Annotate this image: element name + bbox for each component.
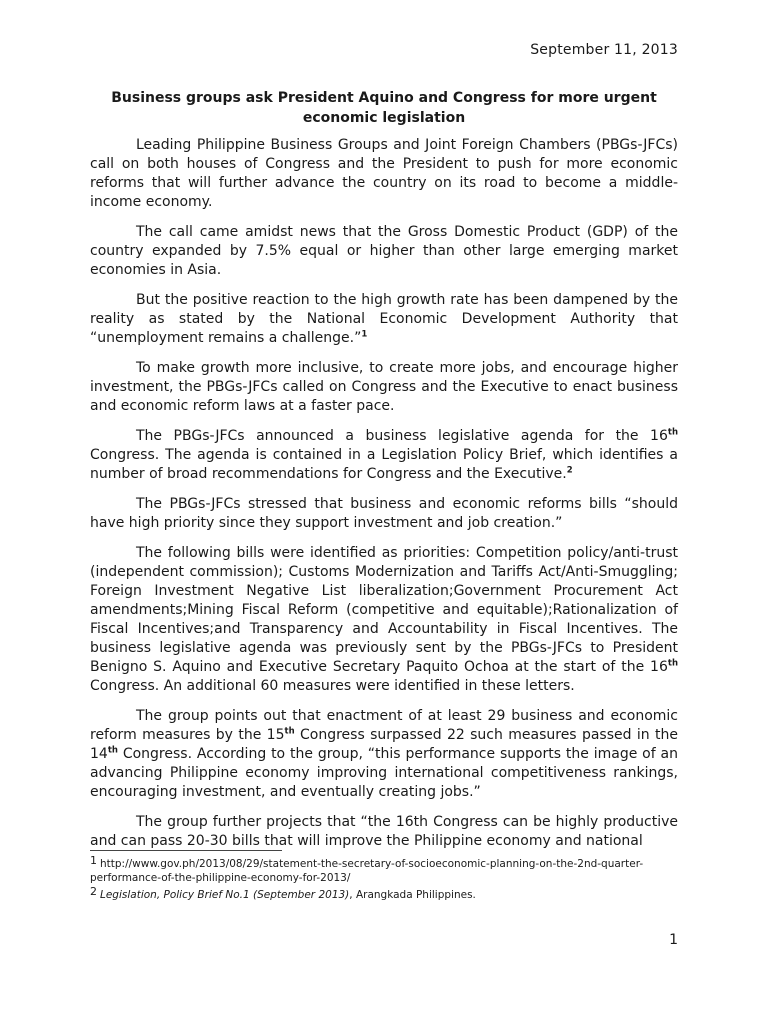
paragraph-3-text: But the positive reaction to the high growth rate has been dampened by the reality as stated by the National Economic Development Authority that “unemployment remains a challenge.”: [90, 292, 678, 346]
document-body: [90, 136, 678, 862]
footnote-ref-1[interactable]: 1: [361, 329, 368, 340]
paragraph-8-text-b: Congress surpassed 22 such measures passed in the 14: [90, 727, 678, 762]
footnote-1: [90, 854, 678, 885]
paragraph-9: The group further projects that “the 16th Congress can be highly productive and can pass 20-30 bills that will improve the Philippine economy and national: [90, 814, 678, 849]
document-title: Business groups ask President Aquino and Congress for more urgent economic legislation: [111, 90, 657, 126]
paragraph-6: The PBGs-JFCs stressed that business and economic reforms bills “should have high priority since they support investment and job creation.”: [90, 496, 678, 531]
document-date: September 11, 2013: [530, 42, 678, 58]
footnote-1-link[interactable]: http://www.gov.ph/2013/08/29/statement-the-secretary-of-socioeconomic-planning-on-the-2nd-quarter-performance-of-the-philippine-economy-for-2013/: [90, 858, 644, 884]
paragraph-4: To make growth more inclusive, to create more jobs, and encourage higher investment, the PBGs-JFCs called on Congress and the Executive to enact business and economic reform laws at a faster pace.: [90, 360, 678, 414]
ordinal-suffix: th: [284, 726, 295, 737]
page-number: 1: [669, 932, 678, 948]
footnotes: [90, 854, 678, 902]
paragraph-3: [90, 291, 678, 348]
footnote-ref-2[interactable]: 2: [566, 465, 573, 476]
paragraph-7: [90, 544, 678, 696]
paragraph-5-text-a: The PBGs-JFCs announced a business legislative agenda for the 16: [136, 428, 668, 444]
ordinal-suffix: th: [667, 658, 678, 669]
footnote-2-source: , Arangkada Philippines.: [349, 889, 476, 901]
paragraph-1: Leading Philippine Business Groups and Joint Foreign Chambers (PBGs-JFCs) call on both houses of Congress and the President to push for more economic reforms that will further advance the country on its road to become a middle-income economy.: [90, 137, 678, 210]
paragraph-5: [90, 427, 678, 484]
footnote-separator: [90, 850, 282, 851]
paragraph-7-text-a: The following bills were identified as priorities: Competition policy/anti-trust (independent commission); Customs Modernization and Tariffs Act/Anti-Smuggling; Foreign Investment Negative List liberalization;Government Procurement Act amendments;Mining Fiscal Reform (competitive and equitable);Rationalization of Fiscal Incentives;and Transparency and Accountability in Fiscal Incentives. The business legislative agenda was previously sent by the PBGs-JFCs to President Benigno S. Aquino and Executive Secretary Paquito Ochoa at the start of the 16: [90, 545, 678, 675]
paragraph-5-text-b: Congress. The agenda is contained in a Legislation Policy Brief, which identifies a number of broad recommendations for Congress and the Executive.: [90, 447, 678, 482]
paragraph-8-text-a: The group points out that enactment of at least 29 business and economic reform measures by the 15: [90, 708, 678, 743]
footnote-2-citation: Legislation, Policy Brief No.1 (September 2013): [100, 889, 350, 901]
footnote-number: 1: [90, 854, 97, 867]
paragraph-7-text-b: Congress. An additional 60 measures were identified in these letters.: [90, 678, 575, 694]
paragraph-8-text-c: Congress. According to the group, “this performance supports the image of an advancing Philippine economy improving international competitiveness rankings, encouraging investment, and eventually creating jobs.”: [90, 746, 678, 800]
paragraph-2: The call came amidst news that the Gross Domestic Product (GDP) of the country expanded by 7.5% equal or higher than other large emerging market economies in Asia.: [90, 224, 678, 278]
footnote-2: [90, 885, 678, 902]
ordinal-suffix: th: [107, 745, 118, 756]
paragraph-8: [90, 707, 678, 802]
ordinal-suffix: th: [667, 427, 678, 438]
footnote-number: 2: [90, 885, 97, 898]
